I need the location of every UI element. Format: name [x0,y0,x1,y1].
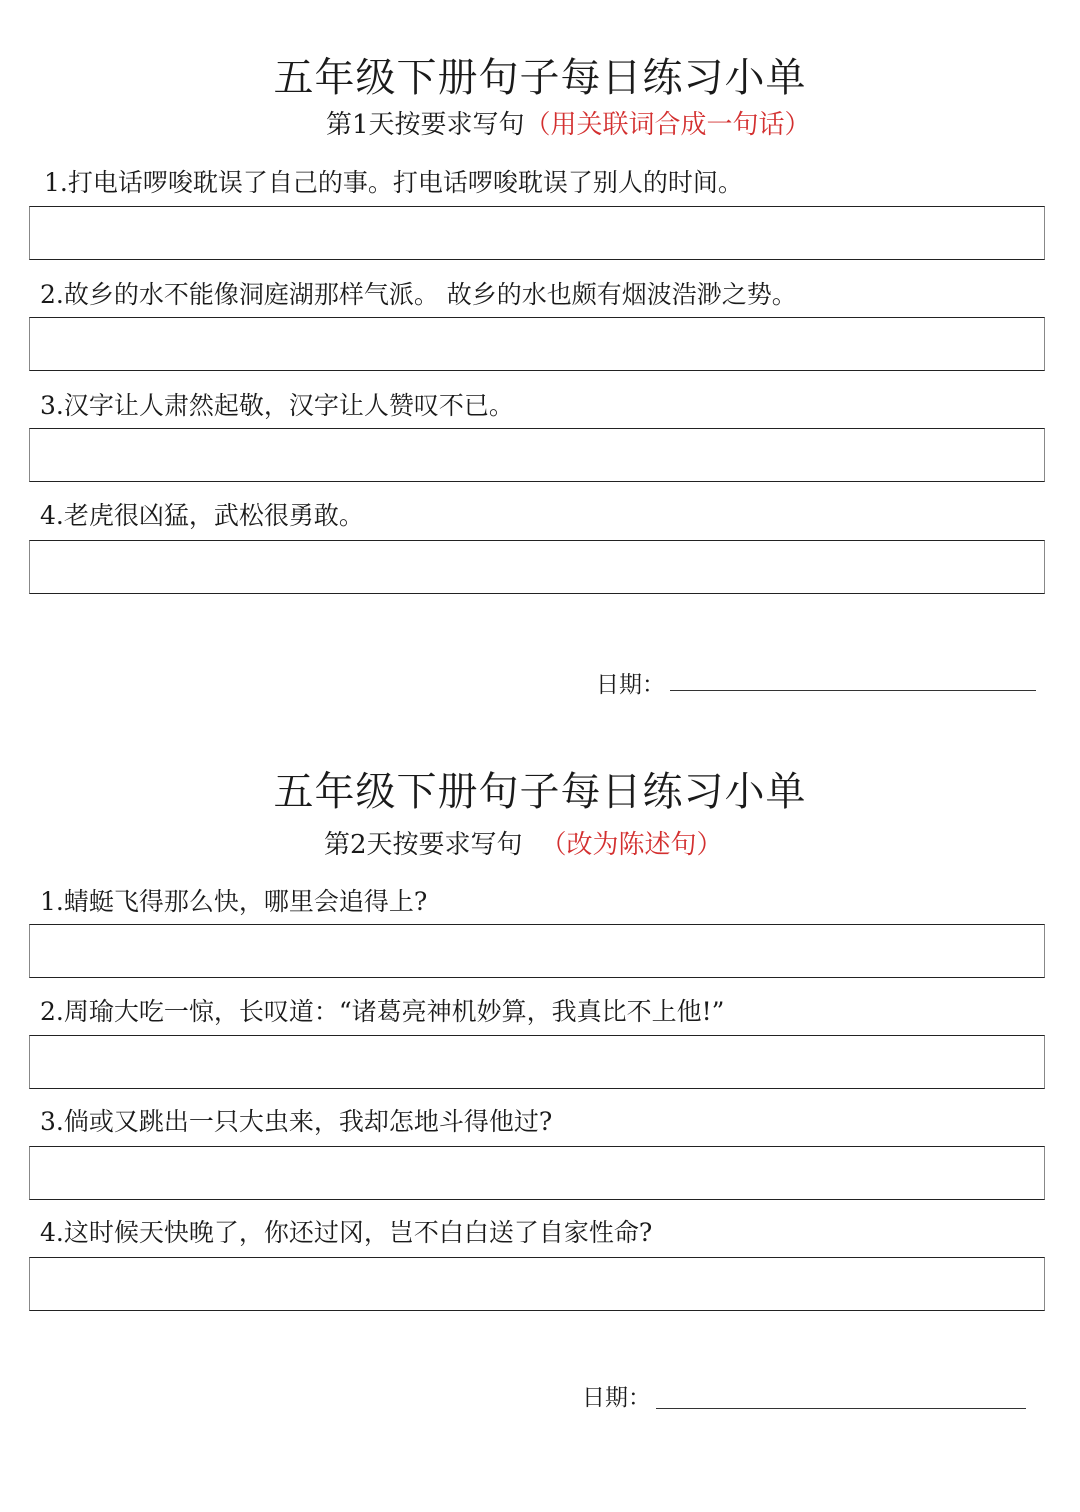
question-2: 2.故乡的水不能像洞庭湖那样气派。 故乡的水也颇有烟波浩渺之势。 [40,280,797,309]
question-1: 1.打电话啰唆耽误了自己的事。打电话啰唆耽误了别人的时间。 [44,168,743,197]
subtitle-main: 第1天按要求写句 [326,110,525,140]
subtitle-main: 第2天按要求写句 [324,830,523,860]
date-label: 日期： [596,672,665,698]
question-4: 4.老虎很凶猛，武松很勇敢。 [40,501,364,530]
worksheet-subtitle [324,832,723,858]
answer-box-1[interactable] [29,206,1045,260]
subtitle-instruction: （改为陈述句） [540,830,723,860]
date-field[interactable] [670,690,1036,691]
answer-box-4[interactable] [29,1257,1045,1311]
answer-box-3[interactable] [29,1146,1045,1200]
worksheet-subtitle [326,112,811,138]
answer-box-3[interactable] [29,428,1045,482]
question-2: 2.周瑜大吃一惊，长叹道：“诸葛亮神机妙算，我真比不上他!” [40,997,725,1026]
subtitle-instruction: （用关联词合成一句话） [524,110,811,140]
answer-box-4[interactable] [29,540,1045,594]
date-field[interactable] [656,1408,1026,1409]
question-3: 3.汉字让人肃然起敬，汉字让人赞叹不已。 [40,391,514,420]
question-1: 1.蜻蜓飞得那么快，哪里会追得上? [40,887,428,916]
answer-box-2[interactable] [29,1035,1045,1089]
answer-box-1[interactable] [29,924,1045,978]
date-label: 日期： [582,1385,651,1411]
worksheet-title: 五年级下册句子每日练习小单 [273,769,807,815]
question-3: 3.倘或又跳出一只大虫来，我却怎地斗得他过? [40,1107,553,1136]
worksheet-title: 五年级下册句子每日练习小单 [273,55,807,101]
answer-box-2[interactable] [29,317,1045,371]
question-4: 4.这时候天快晚了，你还过冈，岂不白白送了自家性命? [40,1218,653,1247]
